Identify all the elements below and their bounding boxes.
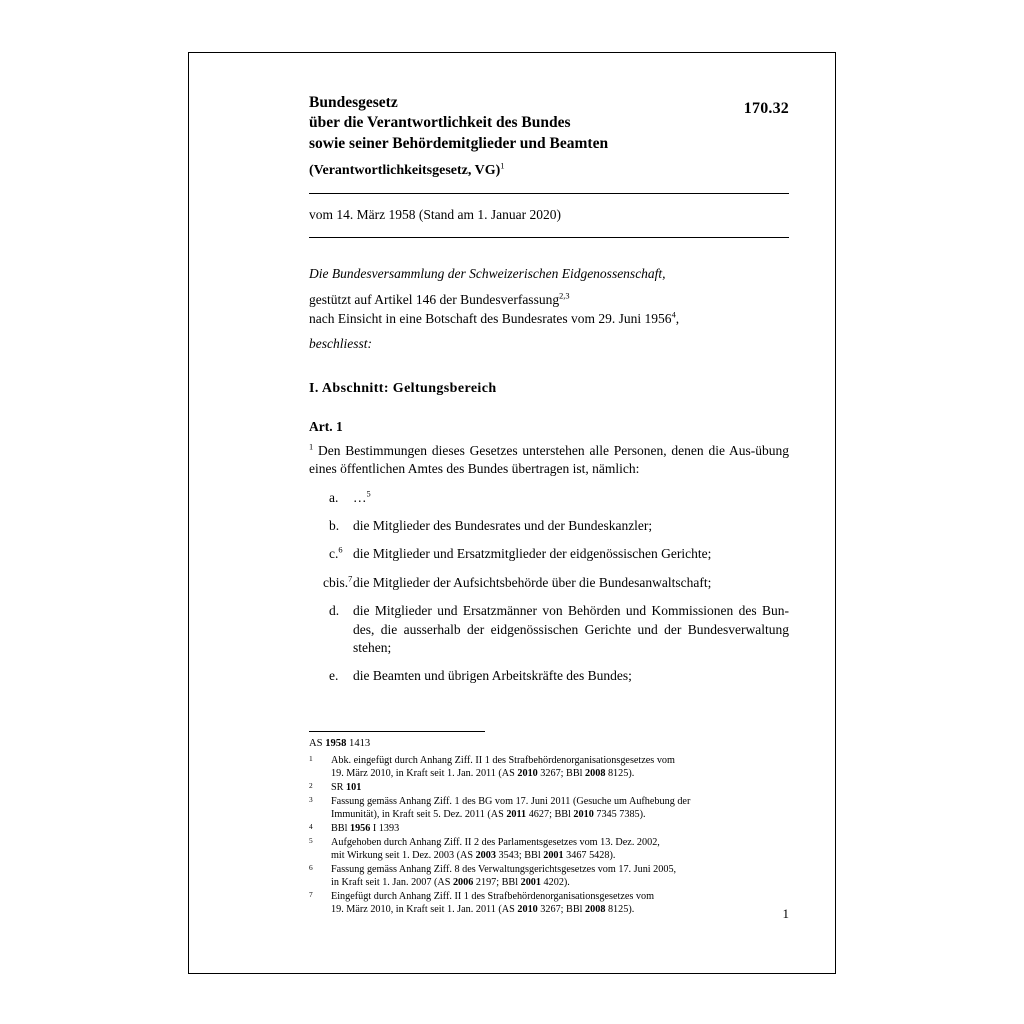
preamble-divider xyxy=(309,237,789,238)
list-item-marker-text: c. xyxy=(329,546,339,562)
list-item-text: die Beamten und übrigen Arbeitskräfte des Bundes; xyxy=(353,668,632,684)
section-heading: I. Abschnitt: Geltungsbereich xyxy=(309,380,497,396)
list-item-marker-text: cbis. xyxy=(323,574,349,590)
footnote-line: in Kraft seit 1. Jan. 2007 (AS 2006 2197; BBl 2001 4202). xyxy=(331,876,570,888)
header-divider xyxy=(309,193,789,194)
footnotes-block xyxy=(309,731,789,917)
list-item-marker xyxy=(309,602,353,657)
footnote-entry xyxy=(309,822,789,835)
footnote-text xyxy=(331,781,789,794)
footnote-text xyxy=(331,795,789,821)
preamble-line-2-text: gestützt auf Artikel 146 der Bundesverfassung xyxy=(309,291,560,307)
list-item-marker xyxy=(309,545,353,563)
preamble-line-3-text: nach Einsicht in eine Botschaft des Bundesrates vom 29. Juni 1956 xyxy=(309,310,672,326)
footnote-line: Aufgehoben durch Anhang Ziff. II 2 des Parlamentsgesetzes vom 13. Dez. 2002, xyxy=(331,836,660,848)
preamble-line-2-footnote-ref: 2,3 xyxy=(559,291,570,301)
list-item-body xyxy=(353,602,789,657)
preamble-line-4: beschliesst: xyxy=(309,335,372,351)
preamble-line-3-punct: , xyxy=(675,310,680,326)
footnote-entry xyxy=(309,795,789,821)
preamble-line-1: Die Bundesversammlung der Schweizerischen Eidgenossenschaft, xyxy=(309,266,666,282)
preamble-line-2 xyxy=(309,290,789,309)
list-item-marker xyxy=(309,667,353,685)
list-item-text: die Mitglieder der Aufsichtsbehörde über die Bundesanwaltschaft; xyxy=(353,574,712,590)
footnote-line: Fassung gemäss Anhang Ziff. 1 des BG vom 17. Juni 2011 (Gesuche um Aufhebung der xyxy=(331,795,691,807)
footnote-entry xyxy=(309,754,789,780)
document-content xyxy=(309,93,789,696)
footnote-number: 6 xyxy=(309,862,313,872)
footnote-line: BBl 1956 I 1393 xyxy=(331,822,400,834)
footnote-number: 2 xyxy=(309,780,313,790)
list-item-text: die Mitglieder und Ersatzmänner von Behörden und Kommissionen des Bun-des, die ausserhalb der eidgenössischen Gerichte und der Bundesverwaltung stehen; xyxy=(353,603,789,655)
list-item-marker xyxy=(309,489,353,507)
document-short-title xyxy=(309,160,789,179)
footnote-line: Fassung gemäss Anhang Ziff. 8 des Verwaltungsgerichtsgesetzes vom 17. Juni 2005, xyxy=(331,863,677,875)
list-item xyxy=(309,602,789,657)
footnote-line: mit Wirkung seit 1. Dez. 2003 (AS 2003 3543; BBl 2001 3467 5428). xyxy=(331,849,616,861)
footnote-text xyxy=(331,836,789,862)
list-item-body xyxy=(353,574,789,592)
footnote-entry xyxy=(309,890,789,916)
footnote-number: 3 xyxy=(309,794,313,804)
list-item-marker-text: b. xyxy=(329,518,340,534)
list-item-text: die Mitglieder des Bundesrates und der Bundeskanzler; xyxy=(353,518,653,534)
footnote-line: SR 101 xyxy=(331,781,362,793)
footnote-source-page: 1413 xyxy=(346,738,371,749)
page-number: 1 xyxy=(782,906,789,921)
document-title xyxy=(309,93,789,154)
list-item-marker-footnote-ref: 6 xyxy=(338,545,343,555)
list-item xyxy=(309,574,789,592)
list-item xyxy=(309,667,789,685)
footnote-number: 7 xyxy=(309,890,313,900)
footnote-source-prefix: AS xyxy=(309,738,326,749)
footnote-source xyxy=(309,737,789,751)
footnote-number: 1 xyxy=(309,753,313,763)
list-item-marker-text: d. xyxy=(329,603,340,619)
footnote-line: Abk. eingefügt durch Anhang Ziff. II 1 des Strafbehördenorganisationsgesetzes vom xyxy=(331,754,675,766)
article-paragraph xyxy=(309,442,789,479)
list-item-marker-text: a. xyxy=(329,489,339,505)
footnote-line: 19. März 2010, in Kraft seit 1. Jan. 2011 (AS 2010 3267; BBl 2008 8125). xyxy=(331,767,635,779)
article-paragraph-text: Den Bestimmungen dieses Gesetzes unterstehen alle Personen, denen die Aus-übung eines öffentlichen Amtes des Bundes übertragen ist, nämlich: xyxy=(309,442,790,477)
list-item-body xyxy=(353,545,789,563)
list-item-marker-text: e. xyxy=(329,668,339,684)
footnote-text xyxy=(331,754,789,780)
list-item-marker xyxy=(309,517,353,535)
preamble-line-3 xyxy=(309,309,789,328)
document-date-line: vom 14. März 1958 (Stand am 1. Januar 2020) xyxy=(309,207,561,223)
article-item-list xyxy=(309,489,789,686)
list-item xyxy=(309,517,789,535)
footnote-text xyxy=(331,890,789,916)
footnote-divider xyxy=(309,731,485,732)
footnote-number: 5 xyxy=(309,835,313,845)
list-item xyxy=(309,545,789,563)
document-sheet xyxy=(188,52,836,974)
footnote-entry xyxy=(309,836,789,862)
list-item-body xyxy=(353,517,789,535)
short-title-text: (Verantwortlichkeitsgesetz, VG) xyxy=(309,163,501,179)
list-item-body xyxy=(353,667,789,685)
title-line-1: Bundesgesetz xyxy=(309,94,398,111)
list-item-marker xyxy=(309,574,353,592)
preamble xyxy=(309,264,789,353)
footnote-line: 19. März 2010, in Kraft seit 1. Jan. 2011 (AS 2010 3267; BBl 2008 8125). xyxy=(331,904,635,916)
paragraph-marker: 1 xyxy=(309,442,314,452)
list-item-text: die Mitglieder und Ersatzmitglieder der eidgenössischen Gerichte; xyxy=(353,546,712,562)
footnote-entry xyxy=(309,781,789,794)
footnote-line: Immunität), in Kraft seit 5. Dez. 2011 (AS 2011 4627; BBl 2010 7345 7385). xyxy=(331,808,646,820)
article-heading: Art. 1 xyxy=(309,418,343,434)
preamble-line-3-footnote-ref: 4 xyxy=(671,310,676,320)
document-number: 170.32 xyxy=(743,100,789,117)
list-item-body xyxy=(353,489,789,507)
footnote-source-year: 1958 xyxy=(325,738,347,749)
list-item xyxy=(309,489,789,507)
list-item-footnote-ref: 5 xyxy=(366,489,371,499)
title-line-2: über die Verantwortlichkeit des Bundes xyxy=(309,114,571,132)
list-item-text: … xyxy=(353,489,367,505)
short-title-footnote-ref: 1 xyxy=(500,160,505,171)
title-line-3: sowie seiner Behördemitglieder und Beamten xyxy=(309,134,609,152)
list-item-marker-footnote-ref: 7 xyxy=(348,574,353,584)
footnote-text xyxy=(331,863,789,889)
footnote-entry xyxy=(309,863,789,889)
footnote-number: 4 xyxy=(309,821,313,831)
footnote-line: Eingefügt durch Anhang Ziff. II 1 des Strafbehördenorganisationsgesetzes vom xyxy=(331,891,654,903)
footnote-text xyxy=(331,822,789,835)
